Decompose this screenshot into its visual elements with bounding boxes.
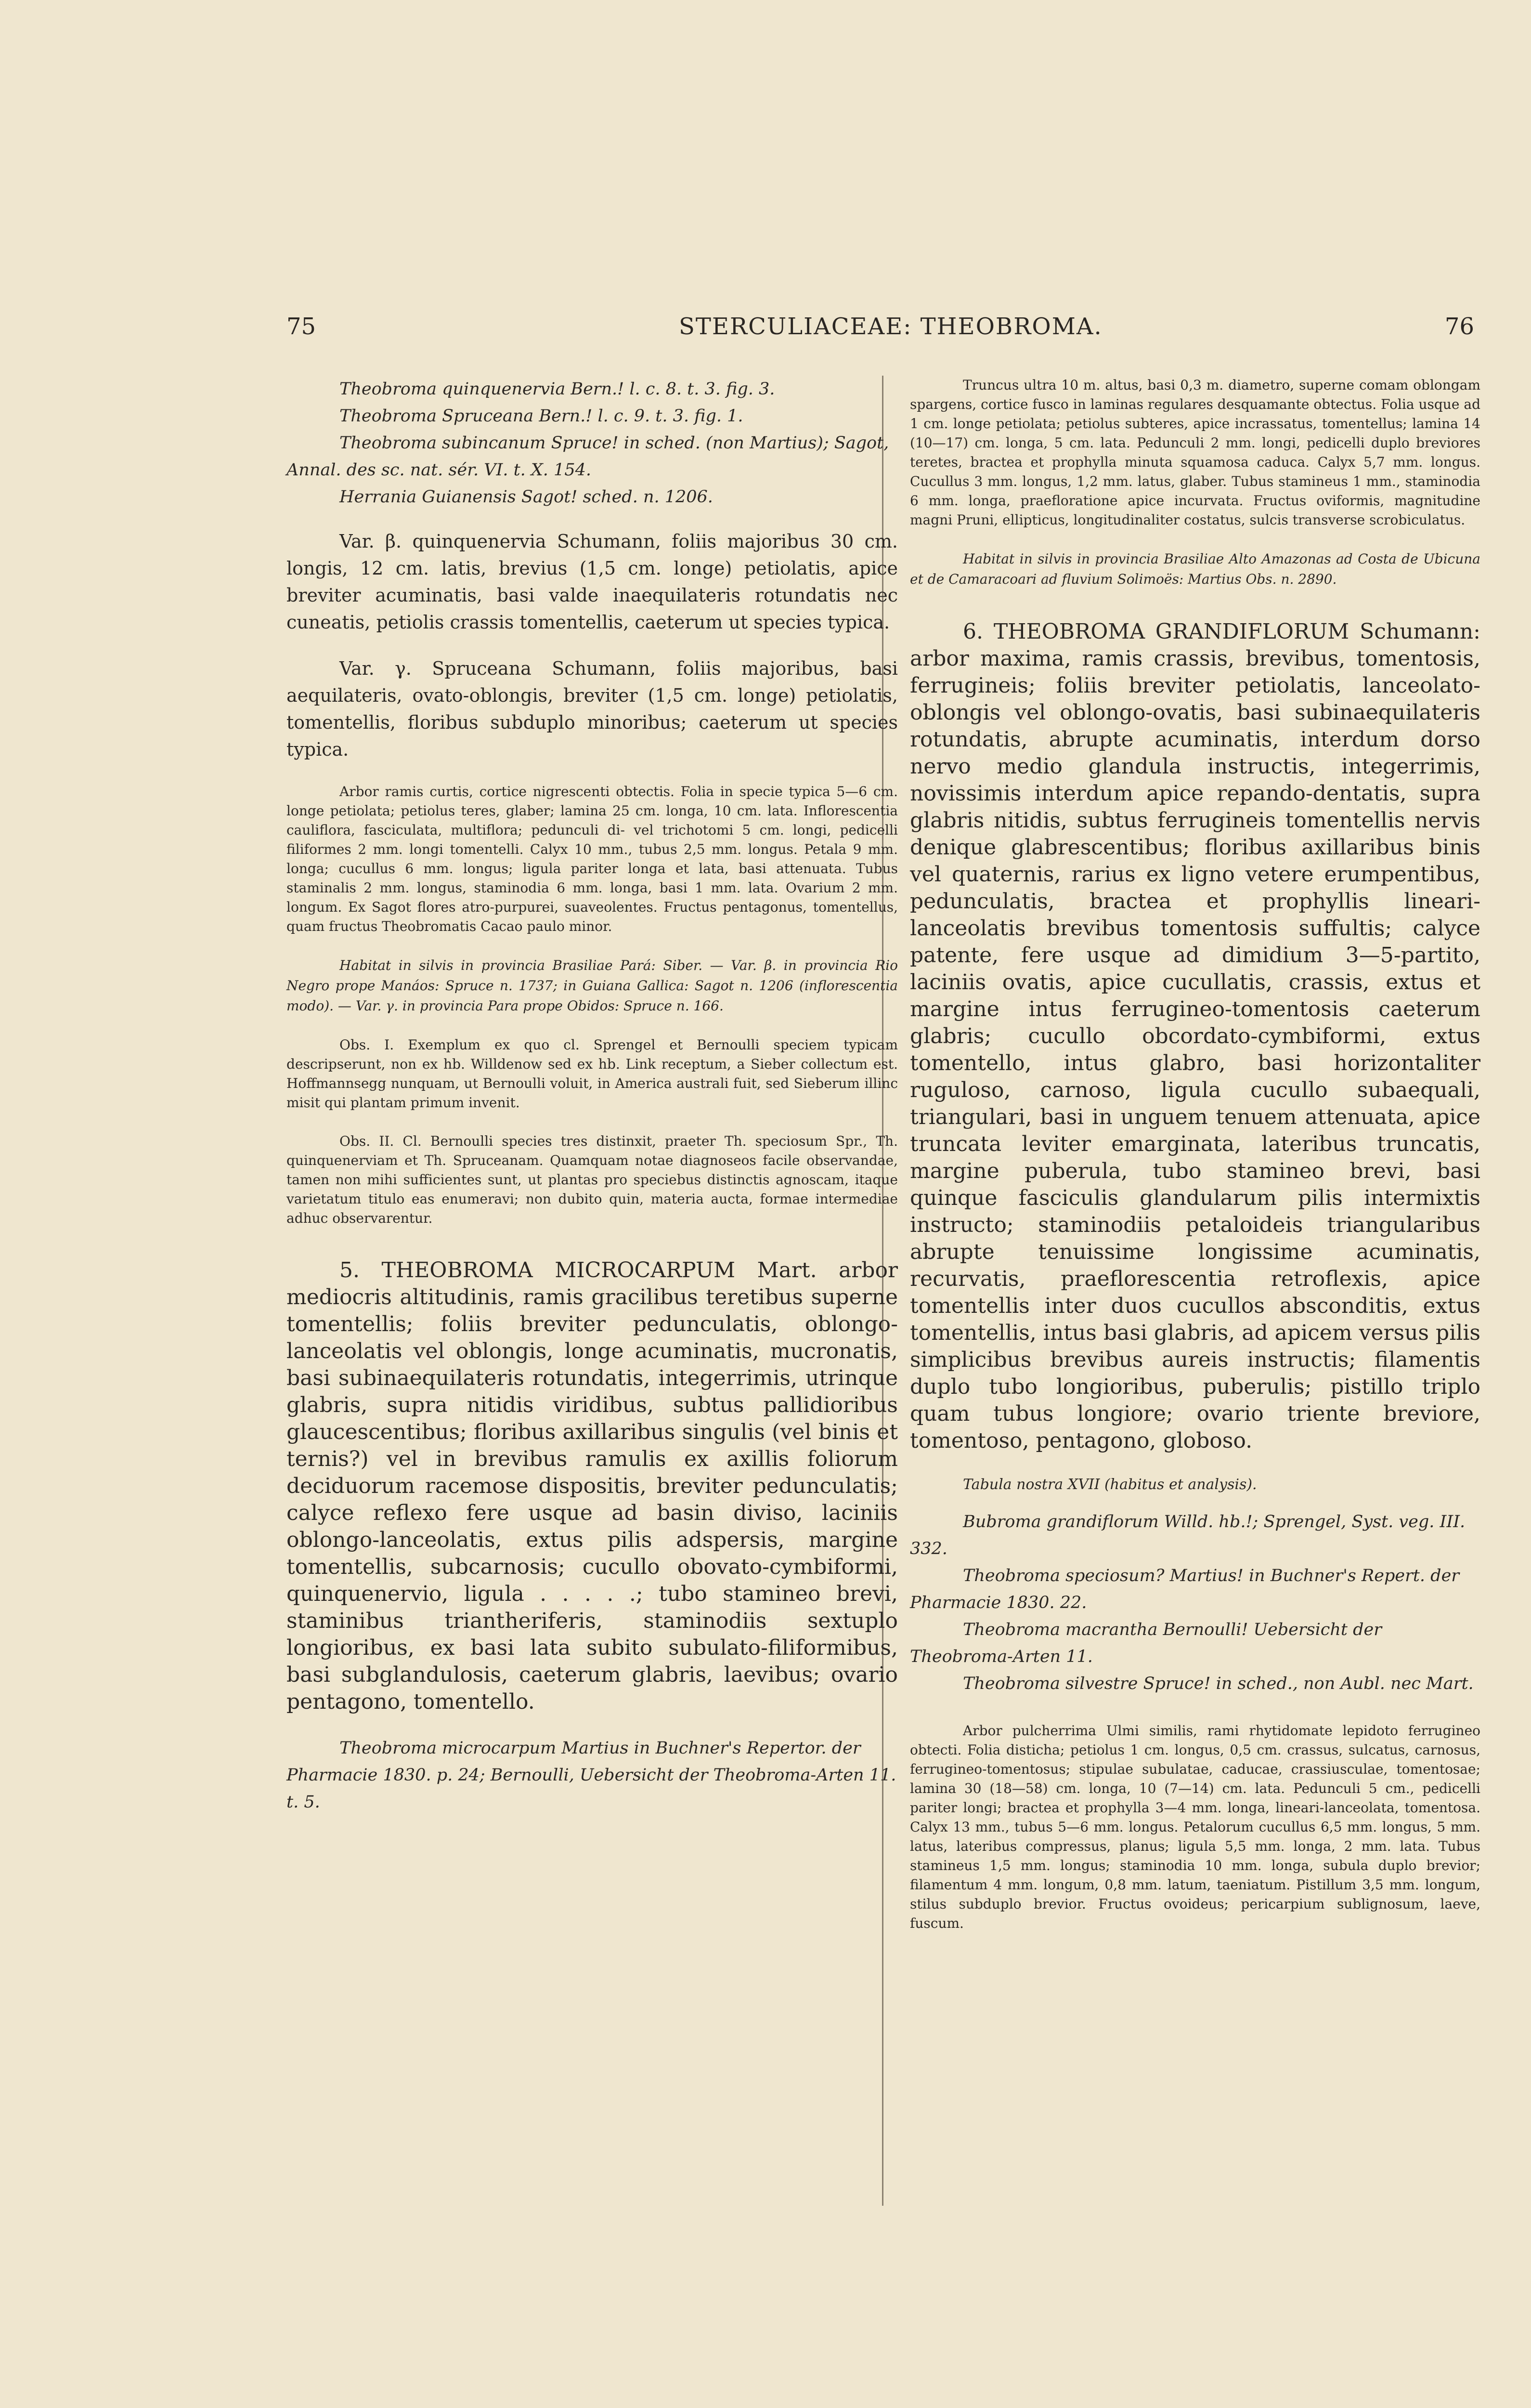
habitat-note: Habitat in silvis in provincia Brasiliae Pará: Siber. — Var. β. in provincia Rio Negro prope Manáos: Spruce n. 1737; in Guiana Gallica: Sagot n. 1206 (inflorescentia modo). — Var. γ. in provincia Para prope Obidos: Spruce n. 166.: [286, 957, 898, 1014]
description-truncus: Truncus ultra 10 m. altus, basi 0,3 m. diametro, superne comam oblongam spargens, cortice fusco in laminas regulares desquamante obtectus. Folia usque ad 1 cm. longe petiolata; petiolus subteres, apice incrassatus, tomentellus; lamina 14 (10—17) cm. longa, 5 cm. lata. Pedunculi 2 mm. longi, pedicelli duplo breviores teretes, bractea et prophylla minuta squamosa caduca. Calyx 5,7 mm. longus. Cucullus 3 mm. longus, 1,2 mm. latus, glaber. Tubus stamineus 1 mm., staminodia 6 mm. longa, praefloratione apice incurvata. Fructus oviformis, magnitudine magni Pruni, ellipticus, longitudinaliter costatus, sulcis transverse scrobiculatus.: [910, 377, 1480, 528]
synonym: Theobroma Spruceana Bern.! l. c. 9. t. 3. fig. 1.: [339, 406, 743, 426]
description-arbor: Arbor ramis curtis, cortice nigrescenti obtectis. Folia in specie typica 5—6 cm. longe petiolata; petiolus teres, glaber; lamina 25 cm. longa, 10 cm. lata. Inflorescentia cauliflora, fasciculata, multiflora; pedunculi di- vel trichotomi 5 cm. longi, pedicelli filiformes 2 mm. longi tomentelli. Calyx 10 mm., tubus 2,5 mm. longus. Petala 9 mm. longa; cucullus 6 mm. longus; ligula pariter longa et lata, basi attenuata. Tubus staminalis 2 mm. longus, staminodia 6 mm. longa, basi 1 mm. lata. Ovarium 2 mm. longum. Ex Sagot flores atro-purpurei, suaveolentes. Fructus pentagonus, tomentellus, quam fructus Theobromatis Cacao paulo minor.: [286, 784, 898, 934]
species-5-synonym: Theobroma microcarpum Martius in Buchner's Repertor. der Pharmacie 1830. p. 24; Bernoulli, Uebersicht der Theobroma-Arten 11. t. 5.: [286, 1739, 896, 1812]
synonym: Theobroma silvestre Spruce! in sched., non Aubl. nec Mart.: [963, 1674, 1474, 1693]
left-column: [286, 376, 898, 1816]
page-number-left: 75: [286, 313, 316, 340]
variety-beta: Var. β. quinquenervia Schumann, foliis majoribus 30 cm. longis, 12 cm. latis, brevius (1,5 cm. longe) petiolatis, apice breviter acuminatis, basi valde inaequilateris rotundatis nec cuneatis, petiolis crassis tomentellis, caeterum ut species typica.: [286, 531, 898, 633]
synonym: Theobroma macrantha Bernoulli! Uebersicht der Theobroma-Arten 11.: [910, 1620, 1382, 1666]
species-6-description: 6. THEOBROMA GRANDIFLORUM Schumann: arbor maxima, ramis crassis, brevibus, tomentosis, ferrugineis; foliis breviter petiolatis, lanceolato-oblongis vel oblongo-ovatis, basi subinaequilateris rotundatis, abrupte acuminatis, interdum dorso nervo medio glandula instructis, integerrimis, novissimis interdum apice repando-dentatis, supra glabris nitidis, subtus ferrugineis tomentellis nervis denique glabrescentibus; floribus axillaribus binis vel quaternis, rarius ex ligno vetere erumpentibus, pedunculatis, bractea et prophyllis lineari-lanceolatis brevibus tomentosis suffultis; calyce patente, fere usque ad dimidium 3—5-partito, laciniis ovatis, apice cucullatis, crassis, extus et margine intus ferrugineo-tomentosis caeterum glabris; cucullo obcordato-cymbiformi, extus tomentello, intus glabro, basi horizontaliter ruguloso, carnoso, ligula cucullo subaequali, triangulari, basi in unguem tenuem attenuata, apice truncata leviter emarginata, lateribus truncatis, margine puberula, tubo stamineo brevi, basi quinque fasciculis glandularum pilis intermixtis instructo; staminodiis petaloideis triangularibus abrupte tenuissime longissime acuminatis, recurvatis, praeflorescentia retroflexis, apice tomentellis inter duos cucullos absconditis, extus tomentellis, intus basi glabris, ad apicem versus pilis simplicibus brevibus aureis instructis; filamentis duplo tubo longioribus, puberulis; pistillo triplo quam tubus longiore; ovario triente breviore, tomentoso, pentagono, globoso.: [910, 619, 1480, 1453]
habitat-note: Habitat in silvis in provincia Brasiliae Alto Amazonas ad Costa de Ubicuna et de Camaracoari ad fluvium Solimoës: Martius Obs. n. 2890.: [910, 551, 1480, 587]
species-5-description: 5. THEOBROMA MICROCARPUM Mart. arbor mediocris altitudinis, ramis gracilibus teretibus superne tomentellis; foliis breviter pedunculatis, oblongo-lanceolatis vel oblongis, longe acuminatis, mucronatis, basi subinaequilateris rotundatis, integerrimis, utrinque glabris, supra nitidis viridibus, subtus pallidioribus glaucescentibus; floribus axillaribus singulis (vel binis et ternis?) vel in brevibus ramulis ex axillis foliorum deciduorum racemose dispositis, breviter pedunculatis; calyce reflexo fere usque ad basin diviso, laciniis oblongo-lanceolatis, extus pilis adspersis, margine tomentellis, subcarnosis; cucullo obovato-cymbiformi, quinquenervio, ligula . . . . .; tubo stamineo brevi, staminibus triantheriferis, staminodiis sextuplo longioribus, ex basi lata subito subulato-filiformibus, basi subglandulosis, caeterum glabris, laevibus; ovario pentagono, tomentello.: [286, 1258, 898, 1714]
synonym: Theobroma quinquenervia Bern.! l. c. 8. t. 3. fig. 3.: [339, 380, 775, 399]
observation-2: Obs. II. Cl. Bernoulli species tres distinxit, praeter Th. speciosum Spr., Th. quinquenerviam et Th. Spruceanam. Quamquam notae diagnoseos facile observandae, tamen non mihi sufficientes sunt, ut plantas pro speciebus distinctis agnoscam, itaque varietatum titulo eas enumeravi; non dubito quin, materia aucta, formae intermediae adhuc observarentur.: [286, 1133, 898, 1226]
running-title: STERCULIACEAE: THEOBROMA.: [679, 313, 1103, 340]
synonym-list: [286, 376, 898, 510]
right-column: [910, 376, 1480, 1933]
variety-gamma: Var. γ. Spruceana Schumann, foliis majoribus, basi aequilateris, ovato-oblongis, breviter (1,5 cm. longe) petiolatis, tomentellis, floribus subduplo minoribus; caeterum ut species typica.: [286, 658, 898, 760]
page-number-right: 76: [1444, 313, 1474, 340]
synonym: Bubroma grandiflorum Willd. hb.!; Sprengel, Syst. veg. III. 332.: [910, 1512, 1466, 1558]
synonym-list: [910, 1508, 1480, 1697]
observation-1: Obs. I. Exemplum ex quo cl. Sprengel et Bernoulli speciem typicam descripserunt, non ex hb. Willdenow sed ex hb. Link receptum, a Sieber collectum est. Hoffmannsegg nunquam, ut Bernoulli voluit, in America australi fuit, sed Sieberum illinc misit qui plantam primum invenit.: [286, 1037, 898, 1111]
plate-reference: Tabula nostra XVII (habitus et analysis).: [963, 1476, 1257, 1493]
page-header: [0, 313, 1531, 347]
synonym: Theobroma subincanum Spruce! in sched. (non Martius); Sagot, Annal. des sc. nat. sér. VI. t. X. 154.: [286, 433, 889, 480]
synonym: Theobroma speciosum? Martius! in Buchner's Repert. der Pharmacie 1830. 22.: [910, 1566, 1460, 1612]
description-arbor: Arbor pulcherrima Ulmi similis, rami rhytidomate lepidoto ferrugineo obtecti. Folia disticha; petiolus 1 cm. longus, 0,5 cm. crassus, sulcatus, carnosus, ferrugineo-tomentosus; stipulae subulatae, caducae, crassiusculae, tomentosae; lamina 30 (18—58) cm. longa, 10 (7—14) cm. lata. Pedunculi 5 cm., pedicelli pariter longi; bractea et prophylla 3—4 mm. longa, lineari-lanceolata, tomentosa. Calyx 13 mm., tubus 5—6 mm. longus. Petalorum cucullus 6,5 mm. longus, 5 mm. latus, lateribus compressus, planus; ligula 5,5 mm. longa, 2 mm. lata. Tubus stamineus 1,5 mm. longus; staminodia 10 mm. longa, subula duplo brevior; filamentum 4 mm. longum, 0,8 mm. latum, taeniatum. Pistillum 3,5 mm. longum, stilus subduplo brevior. Fructus ovoideus; pericarpium sublignosum, laeve, fuscum.: [910, 1723, 1480, 1931]
synonym: Herrania Guianensis Sagot! sched. n. 1206.: [339, 487, 713, 507]
